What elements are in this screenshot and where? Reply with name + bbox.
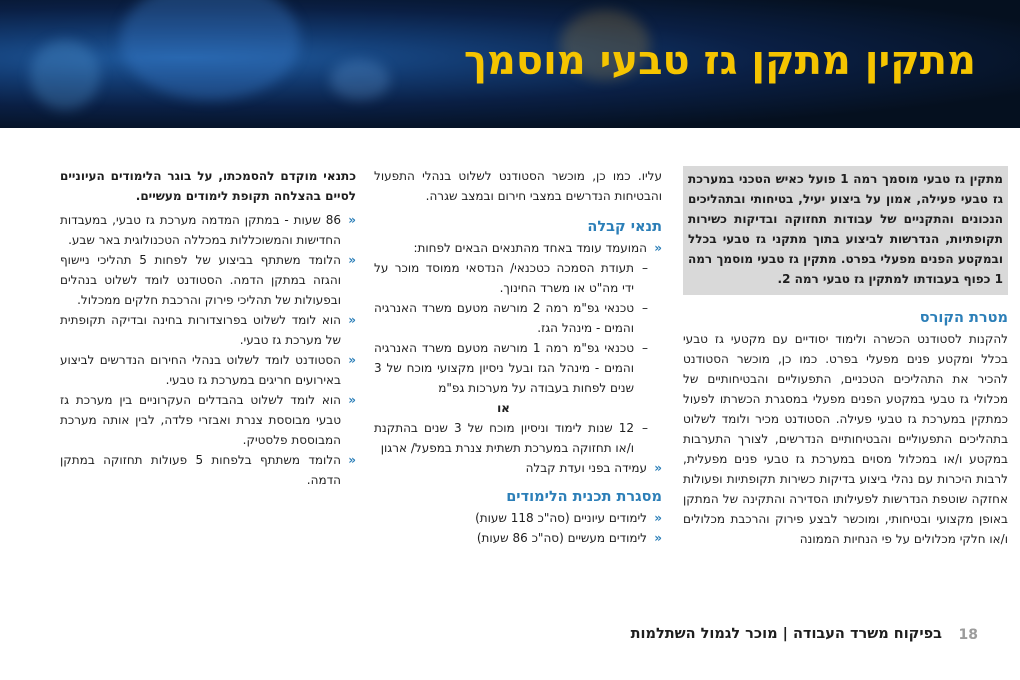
prerequisite-item: 86 שעות - במתקן המדמה מערכת גז טבעי, במעבדות החדישות והמשוכללות במכללה הטכנולוגית באר שבע. bbox=[60, 213, 341, 247]
admission-list bbox=[374, 238, 662, 478]
admission-options bbox=[374, 258, 662, 398]
dash-icon: – bbox=[642, 301, 648, 315]
page-number: 18 bbox=[958, 627, 978, 643]
list-item bbox=[60, 250, 356, 310]
framework-item: לימודים עיוניים (סה"כ 118 שעות) bbox=[475, 511, 647, 525]
list-item bbox=[374, 418, 662, 458]
bullet-arrow-icon: « bbox=[348, 353, 356, 367]
list-item bbox=[60, 390, 356, 450]
bullet-arrow-icon: « bbox=[654, 511, 662, 525]
right-column bbox=[683, 166, 1008, 549]
dash-icon: – bbox=[642, 261, 648, 275]
list-item bbox=[374, 458, 662, 478]
list-item bbox=[60, 450, 356, 490]
list-item bbox=[60, 210, 356, 250]
prerequisite-item: הסטודנט לומד לשלוט בנהלי החירום הנדרשים לביצוע באירועים חריגים במערכת גז טבעי. bbox=[60, 353, 341, 387]
prerequisite-item: הוא לומד לשלוט בפרוצדורות בחינה ובדיקה תקופתית של מערכת גז טבעי. bbox=[60, 313, 341, 347]
prerequisites-list bbox=[60, 210, 356, 490]
admission-lead: המועמד עומד באחד מהתנאים הבאים לפחות: bbox=[413, 241, 647, 255]
list-item bbox=[374, 298, 662, 338]
admission-option: טכנאי גפ"מ רמה 1 מורשה מטעם משרד האנרגיה והמים - מינהל הגז ובעל ניסיון מקצועי מוכח של 3 שנים לפחות בעבודה על מערכות גפ"מ bbox=[374, 341, 634, 395]
dash-icon: – bbox=[642, 421, 648, 435]
admission-heading: תנאי קבלה bbox=[587, 219, 662, 235]
prerequisite-item: הלומד משתתף בביצוע של לפחות 5 תהליכי ניישוף והגזה במתקן הדמה. הסטודנט לומד לשלוט בנהלים ובפעולות של תהליכי פירוק והרכבת חלקים ממכלול. bbox=[60, 253, 341, 307]
intro-box: מתקין גז טבעי מוסמך רמה 1 פועל כאיש הטכני במערכת גז טבעי פעילה, אמון על ביצוע יעיל, בטיחותי ובתהליכים הנכונים והתקניים של עבודות תחזוקה ובדיקות כשירות תקופתיות, הנדרשות לביצוע בתוך מתקני גז טבעי בכלל ובמקטע הפנים מפעלי בפרט. מתקין גז טבעי מוסמך רמה 1 כפוף בעבודתו למתקין גז טבעי רמה 2. bbox=[683, 166, 1008, 295]
banner-light-glow bbox=[30, 40, 100, 110]
banner-light-glow bbox=[120, 0, 300, 100]
admission-interview: עמידה בפני ועדת קבלה bbox=[525, 461, 647, 475]
list-item bbox=[374, 238, 662, 458]
course-goal-continuation: עליו. כמו כן, מוכשר הסטודנט לשלוט בנהלי התפעול והבטיחות הנדרשים במצבי חירום ובמצב שגרה. bbox=[374, 169, 662, 203]
list-item bbox=[374, 258, 662, 298]
bullet-arrow-icon: « bbox=[348, 213, 356, 227]
bullet-arrow-icon: « bbox=[348, 393, 356, 407]
dash-icon: – bbox=[642, 341, 648, 355]
list-item bbox=[60, 310, 356, 350]
framework-list bbox=[374, 508, 662, 548]
prerequisite-item: הלומד משתתף בלפחות 5 פעולות תחזוקה במתקן הדמה. bbox=[60, 453, 341, 487]
list-item bbox=[374, 338, 662, 398]
bullet-arrow-icon: « bbox=[654, 241, 662, 255]
page-footer bbox=[0, 626, 1020, 654]
course-goal-text: להקנות לסטודנט הכשרה ולימוד יסודיים עם מקטעי גז טבעי בכלל ומקטע פנים מפעלי בפרט. כמו כן, מוכשר הסטודנט להכיר את התהליכים הטכניים, התפעוליים והבטיחותיים של מכלולי גז טבעי במקטע הפנים מפעלי במסגרת הכשרתו לפעול כמתקין במערכת גז טבעי פעילה. הסטודנט מכיר ולומד לשלוט בתהליכים התפעוליים והבטיחותיים הנדרשים, לצורך התערבות במקטע ו/או במכלול מסוים במערכת גז טבעי פנים מפעלית, לרבות היכרות עם נהלי ביצוע בדיקות כשירות תקופתיות ופעולות אחזקה שוטפת הנדרשות לפעילותו הסדירה והתקינה של המתקן באופן מקצועי ובטיחותי, ומוכשר לבצע פירוק והרכבת מכלולים ו/או חלקי מכלולים על פי הנחיות הממונה bbox=[683, 332, 1008, 546]
list-item bbox=[374, 528, 662, 548]
prerequisite-item: הוא לומד לשלוט בהבדלים העקרוניים בין מערכת גז טבעי מבוססת צנרת ואבזרי פלדה, לבין אותה מערכת המבוססת פלסטיק. bbox=[60, 393, 341, 447]
admission-option: תעודת הסמכה כטכנאי/ הנדסאי ממוסד מוכר על ידי מה"ט או משרד החינוך. bbox=[374, 261, 634, 295]
bullet-arrow-icon: « bbox=[348, 313, 356, 327]
page-title: מתקין מתקן גז טבעי מוסמך bbox=[463, 38, 976, 84]
course-goal-heading: מטרת הקורס bbox=[919, 310, 1008, 326]
admission-alternative-list bbox=[374, 418, 662, 458]
bullet-arrow-icon: « bbox=[348, 253, 356, 267]
admission-alternative: 12 שנות לימוד וניסיון מוכח של 3 שנים בהתקנת ו/או תחזוקה במערכת תשתית צנרת במפעל/ ארגון bbox=[374, 421, 634, 455]
header-banner bbox=[0, 0, 1020, 128]
list-item bbox=[374, 508, 662, 528]
banner-light-glow bbox=[330, 60, 390, 100]
footer-text: בפיקוח משרד העבודה | מוכר לגמול השתלמות bbox=[630, 626, 942, 642]
bullet-arrow-icon: « bbox=[348, 453, 356, 467]
bullet-arrow-icon: « bbox=[654, 531, 662, 545]
left-column bbox=[60, 166, 356, 490]
list-item bbox=[60, 350, 356, 390]
middle-column bbox=[374, 166, 662, 548]
admission-option: טכנאי גפ"מ רמה 2 מורשה מטעם משרד האנרגיה והמים - מינהל הגז. bbox=[374, 301, 634, 335]
framework-item: לימודים מעשיים (סה"כ 86 שעות) bbox=[476, 531, 647, 545]
bullet-arrow-icon: « bbox=[654, 461, 662, 475]
framework-heading: מסגרת תכנית הלימודים bbox=[506, 489, 662, 505]
or-separator: או bbox=[497, 401, 510, 415]
prerequisites-heading: כתנאי מוקדם להסמכתו, על בוגר הלימודים העיוניים לסיים בהצלחה תקופת לימודים מעשיים. bbox=[60, 169, 356, 203]
